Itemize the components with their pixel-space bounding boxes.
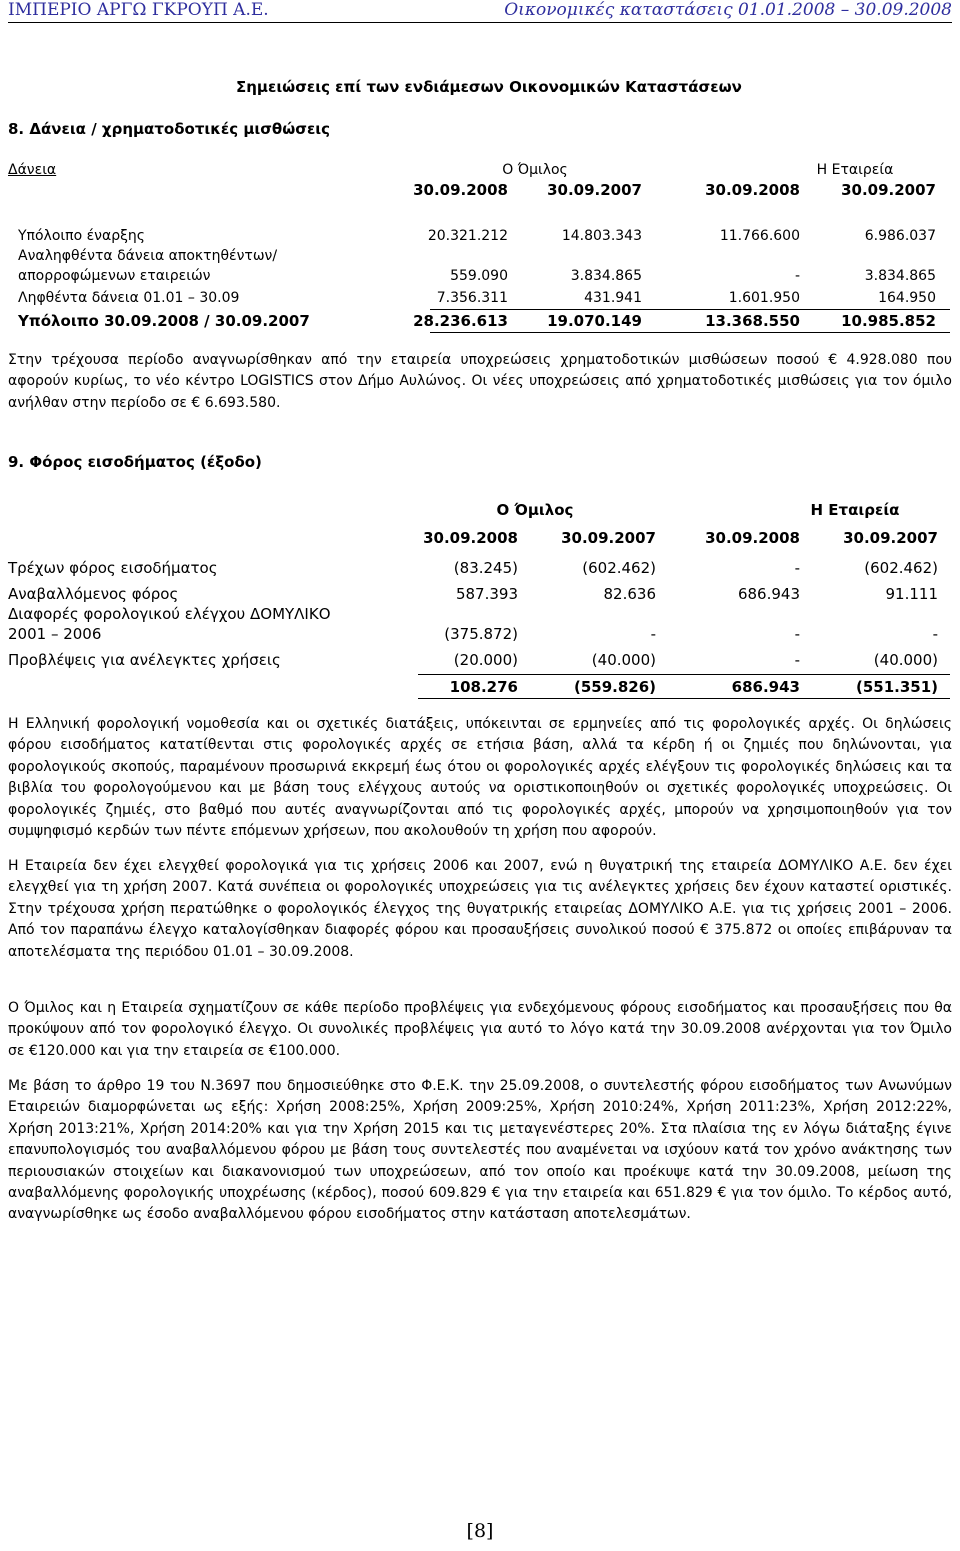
row-label: Τρέχων φόρος εισοδήματος — [8, 559, 218, 577]
section-8-paragraph: Στην τρέχουσα περίοδο αναγνωρίσθηκαν από την εταιρεία υποχρεώσεις χρηματοδοτικών μισθώσεων ποσού € 4.928.080 που αφορούν κυρίως, το νέο κέντρο LOGISTICS στον Δήμο Αυλώνος. Οι νέες υποχρεώσεις από χρηματοδοτικές μισθώσεις για τον όμιλο ανήλθαν στην περίοδο σε € 6.693.580. — [8, 352, 952, 411]
tax-company-label: Η Εταιρεία — [810, 501, 900, 519]
table-cell: - — [650, 625, 656, 643]
table-cell: - — [794, 625, 800, 643]
table-cell: (375.872) — [444, 625, 518, 643]
column-header: 30.09.2007 — [843, 529, 938, 547]
table-cell: (602.462) — [582, 559, 656, 577]
loans-label: Δάνεια — [8, 162, 57, 178]
total-double-rule — [430, 332, 950, 333]
table-cell: (40.000) — [873, 651, 938, 669]
tax-paragraph-1: Η Ελληνική φορολογική νομοθεσία και οι σχετικές διατάξεις, υπόκεινται σε ερμηνείες από τις φορολογικές αρχές. Οι δηλώσεις φόρου εισοδήματος κατατίθενται στις φορολογικές αρχές σε ετήσια βάση, αλλά τα κέρδη ή οι ζημιές που δηλώνονται, για φορολογικούς σκοπούς, παραμένουν προσωρινά εκκρεμή έως ότου οι φορολογικές αρχές ελέγξουν τις φορολογικές δηλώσεις και τα βιβλία του φορολογούμενου και με βάση τους ελέγχους αυτούς να οριστικοποιηθούν οι σχετικές φορολογικές υποχρεώσεις. Οι φορολογικές ζημιές, στο βαθμό που αυτές αναγνωρίζονται από τις φορολογικές αρχές, μπορούν να χρησιμοποιηθούν για τον συμψηφισμό κερδών των πέντε επόμενων χρήσεων, που ακολουθούν τη χρήση που αφορούν. — [8, 716, 952, 840]
table-cell: 559.090 — [450, 268, 508, 284]
section-9-title: 9. Φόρος εισοδήματος (έξοδο) — [8, 453, 262, 471]
tax-group-label: Ο Όμιλος — [496, 501, 574, 519]
table-cell: 431.941 — [584, 290, 642, 306]
row-label: Αναβαλλόμενος φόρος — [8, 585, 179, 603]
tax-paragraph-2: Η Εταιρεία δεν έχει ελεγχθεί φορολογικά για τις χρήσεις 2006 και 2007, ενώ η θυγατρική της εταιρεία ΔΟΜΥΛΙΚΟ Α.Ε. δεν έχει ελεγχθεί για τη χρήση 2007. Κατά συνέπεια οι φορολογικές υποχρεώσεις για τις ανέλεγκτες χρήσεις δεν έχουν καταστεί οριστικές. Στην τρέχουσα χρήση περατώθηκε ο φορολογικός έλεγχος της θυγατρικής εταιρείας ΔΟΜΥΛΙΚΟ Α.Ε. για τις χρήσεις 2001 – 2006. Από τον παραπάνω έλεγχο καταλογίσθηκαν διαφορές φόρου και προσαυξήσεις συνολικού ποσού € 375.872 οι οποίες επιβάρυναν τα αποτελέσματα της περιόδου 01.01 – 30.09.2008. — [8, 858, 952, 960]
company-name: ΙΜΠΕΡΙΟ ΑΡΓΩ ΓΚΡΟΥΠ Α.Ε. — [8, 0, 269, 20]
page-number: [8] — [466, 1520, 494, 1542]
table-cell: - — [794, 559, 800, 577]
row-label: Ληφθέντα δάνεια 01.01 – 30.09 — [18, 290, 240, 306]
row-label: 2001 – 2006 — [8, 625, 102, 643]
row-label: απορροφώμενων εταιρειών — [18, 268, 211, 284]
total-cell: 13.368.550 — [705, 312, 800, 330]
table-cell: - — [932, 625, 938, 643]
total-cell: 28.236.613 — [413, 312, 508, 330]
table-cell: 82.636 — [603, 585, 656, 603]
table-cell: - — [794, 268, 800, 284]
table-cell: 7.356.311 — [436, 290, 508, 306]
total-cell: (551.351) — [855, 678, 938, 696]
company-label: Η Εταιρεία — [816, 162, 894, 178]
page-heading: Σημειώσεις επί των ενδιάμεσων Οικονομικών Καταστάσεων — [236, 78, 742, 96]
total-cell: 108.276 — [449, 678, 518, 696]
section-8-title: 8. Δάνεια / χρηματοδοτικές μισθώσεις — [8, 120, 331, 138]
table-cell: (20.000) — [453, 651, 518, 669]
tax-paragraph-3: Ο Όμιλος και η Εταιρεία σχηματίζουν σε κάθε περίοδο προβλέψεις για ενδεχόμενους φόρους εισοδήματος και προσαυξήσεις που θα προκύψουν από τον φορολογικό έλεγχο. Οι συνολικές προβλέψεις για αυτό το λόγο κατά την 30.09.2008 ανέρχονται για τον Όμιλο σε €120.000 και για την εταιρεία σε €100.000. — [8, 1000, 952, 1059]
tax-paragraph-4: Με βάση το άρθρο 19 του Ν.3697 που δημοσιεύθηκε στο Φ.Ε.Κ. την 25.09.2008, ο συντελεστής φόρου εισοδήματος των Ανωνύμων Εταιρειών διαμορφώνεται ως εξής: Χρήση 2008:25%, Χρήση 2009:25%, Χρήση 2010:24%, Χρήση 2011:23%, Χρήση 2012:22%, Χρήση 2013:21%, Χρήση 2014:20% και για την Χρήση 2015 και τις μεταγενέστερες 20%. Στα πλαίσια της εν λόγω διάταξης έγινε επανυπολογισμός του αναβαλλόμενου φόρου με βάση τους συντελεστές που αναμένεται να ισχύουν κατά τον χρόνο ανάκτησης των περιουσιακών στοιχείων και διακανονισμού των υποχρεώσεων, από τον οποίο και προέκυψε κατά την 30.09.2008, μείωση της αναβαλλόμενης φορολογικής υποχρέωσης (κέρδος), ποσού 609.829 € για την εταιρεία και 651.829 € για τον όμιλο. Το κέρδος αυτό, αναγνωρίσθηκε ως έσοδο αναβαλλόμενου φόρου εισοδήματος στην κατάσταση αποτελεσμάτων. — [8, 1078, 952, 1223]
table-cell: 14.803.343 — [561, 228, 642, 244]
column-header: 30.09.2008 — [705, 529, 800, 547]
table-cell: (40.000) — [591, 651, 656, 669]
column-header: 30.09.2007 — [841, 181, 936, 199]
column-header: 30.09.2008 — [705, 181, 800, 199]
table-cell: 91.111 — [885, 585, 938, 603]
table-cell: 1.601.950 — [728, 290, 800, 306]
table-cell: (602.462) — [864, 559, 938, 577]
group-label: Ο Όμιλος — [502, 162, 568, 178]
row-label: Προβλέψεις για ανέλεγκτες χρήσεις — [8, 651, 281, 669]
table-cell: 3.834.865 — [570, 268, 642, 284]
table-cell: 11.766.600 — [719, 228, 800, 244]
total-double-rule — [418, 698, 950, 699]
table-cell: 686.943 — [737, 585, 800, 603]
table-cell: - — [794, 651, 800, 669]
table-cell: 3.834.865 — [864, 268, 936, 284]
total-rule — [430, 309, 950, 310]
table-cell: 6.986.037 — [864, 228, 936, 244]
column-header: 30.09.2008 — [413, 181, 508, 199]
row-label: Υπόλοιπο έναρξης — [18, 228, 145, 244]
document-title: Οικονομικές καταστάσεις 01.01.2008 – 30.09.2008 — [504, 0, 952, 20]
total-rule — [418, 674, 950, 675]
table-cell: (83.245) — [453, 559, 518, 577]
row-label: Αναληφθέντα δάνεια αποκτηθέντων/ — [18, 248, 278, 264]
total-cell: (559.826) — [573, 678, 656, 696]
total-label: Υπόλοιπο 30.09.2008 / 30.09.2007 — [18, 312, 310, 330]
total-cell: 10.985.852 — [841, 312, 936, 330]
table-cell: 20.321.212 — [427, 228, 508, 244]
total-cell: 19.070.149 — [547, 312, 642, 330]
table-cell: 587.393 — [455, 585, 518, 603]
column-header: 30.09.2008 — [423, 529, 518, 547]
row-label: Διαφορές φορολογικού ελέγχου ΔΟΜΥΛΙΚΟ — [8, 605, 331, 623]
page-header — [8, 0, 952, 23]
table-cell: 164.950 — [878, 290, 936, 306]
column-header: 30.09.2007 — [561, 529, 656, 547]
total-cell: 686.943 — [731, 678, 800, 696]
column-header: 30.09.2007 — [547, 181, 642, 199]
